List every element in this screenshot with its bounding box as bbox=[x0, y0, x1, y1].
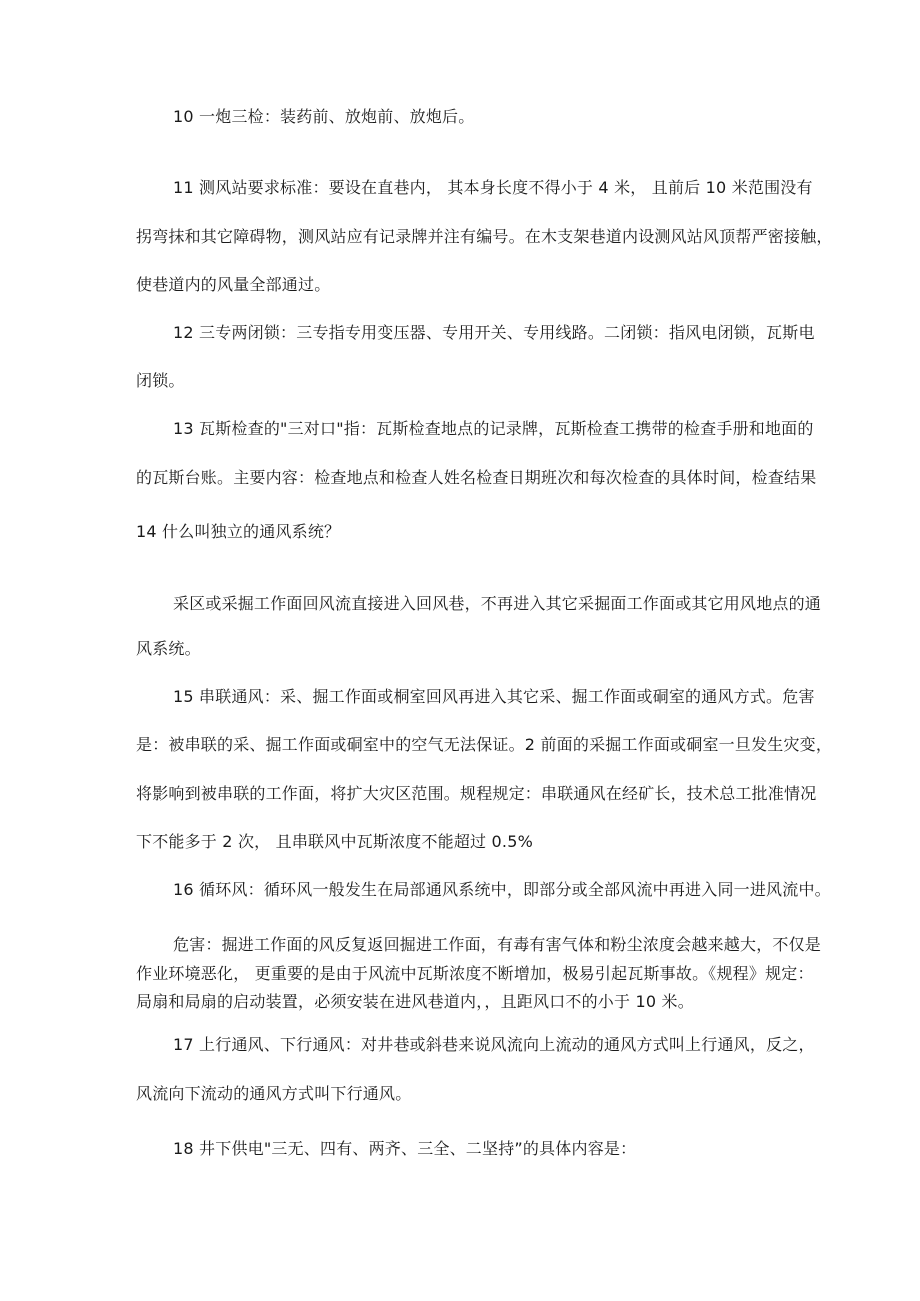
item-16-line-1: 16 循环风：循环风一般发生在局部通风系统中，即部分或全部风流中再进入同一进风流中。 bbox=[173, 880, 831, 899]
item-11-line-2: 拐弯抹和其它障碍物，测风站应有记录牌并注有编号。在木支架巷道内设测风站风顶帮严密接触， bbox=[136, 227, 833, 246]
item-15-line-4: 下不能多于 2 次， 且串联风中瓦斯浓度不能超过 0.5% bbox=[136, 832, 533, 851]
item-12-line-2: 闭锁。 bbox=[136, 371, 185, 390]
item-15-line-1: 15 串联通风：采、掘工作面或桐室回风再进入其它采、掘工作面或硐室的通风方式。危害 bbox=[173, 687, 815, 706]
item-14-heading: 14 什么叫独立的通风系统？ bbox=[136, 522, 341, 541]
item-16-hazard-line-3: 局扇和局扇的启动装置，必须安装在进风巷道内，，且距风口不的小于 10 米。 bbox=[136, 992, 694, 1011]
item-10-line-1: 10 一炮三检：装药前、放炮前、放炮后。 bbox=[173, 107, 475, 126]
item-17-line-1: 17 上行通风、下行通风：对井巷或斜巷来说风流向上流动的通风方式叫上行通风，反之， bbox=[173, 1035, 815, 1054]
item-18-line-1: 18 井下供电"三无、四有、两齐、三全、二坚持”的具体内容是： bbox=[173, 1139, 637, 1158]
item-16-hazard-line-2: 作业环境恶化， 更重要的是由于风流中瓦斯浓度不断增加，极易引起瓦斯事故。《规程》规定： bbox=[136, 964, 814, 983]
item-17-line-2: 风流向下流动的通风方式叫下行通风。 bbox=[136, 1084, 412, 1103]
item-13-line-1: 13 瓦斯检查的"三对口"指：瓦斯检查地点的记录牌，瓦斯检查工携带的检查手册和地面的 bbox=[173, 419, 814, 438]
item-14-answer-line-2: 风系统。 bbox=[136, 639, 201, 658]
item-13-line-2: 的瓦斯台账。主要内容：检查地点和检查人姓名检查日期班次和每次检查的具体时间，检查结果 bbox=[136, 468, 817, 487]
item-15-line-2: 是：被串联的采、掘工作面或硐室中的空气无法保证。2 前面的采掘工作面或硐室一旦发生灾变， bbox=[136, 735, 833, 754]
item-11-line-1: 11 测风站要求标准：要设在直巷内， 其本身长度不得小于 4 米， 且前后 10 米范围没有 bbox=[173, 178, 813, 197]
item-14-answer-line-1: 采区或采掘工作面回风流直接进入回风巷，不再进入其它采掘面工作面或其它用风地点的通 bbox=[173, 594, 822, 613]
item-11-line-3: 使巷道内的风量全部通过。 bbox=[136, 275, 331, 294]
item-15-line-3: 将影响到被串联的工作面，将扩大灾区范围。规程规定：串联通风在经矿长，技术总工批准情况 bbox=[136, 784, 817, 803]
item-12-line-1: 12 三专两闭锁：三专指专用变压器、专用开关、专用线路。二闭锁：指风电闭锁，瓦斯电 bbox=[173, 323, 815, 342]
item-16-hazard-line-1: 危害：掘进工作面的风反复返回掘进工作面，有毒有害气体和粉尘浓度会越来越大，不仅是 bbox=[173, 935, 822, 954]
